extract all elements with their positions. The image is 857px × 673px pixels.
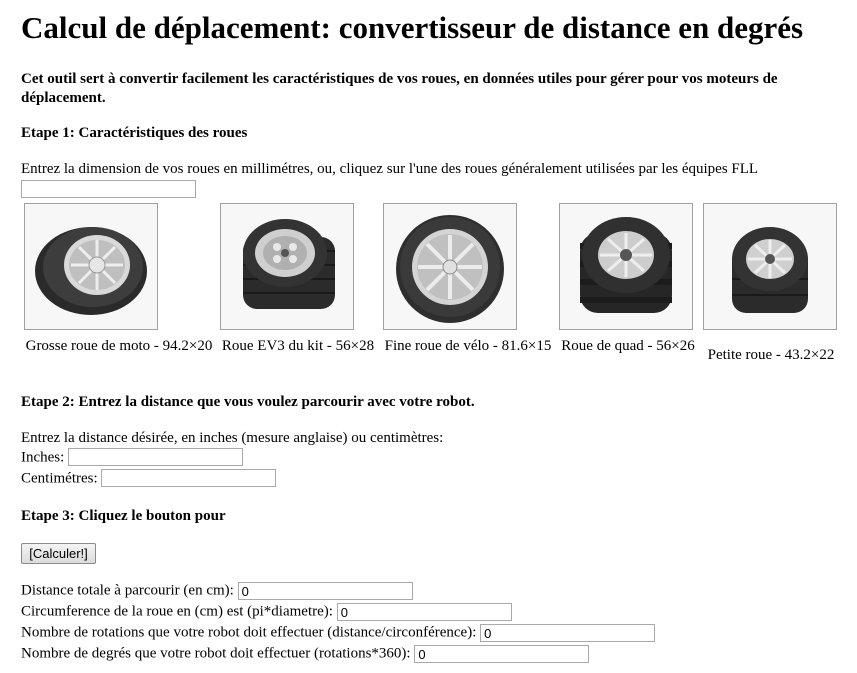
step1-heading: Etape 1: Caractéristiques des roues <box>21 125 248 141</box>
wheel-caption-bike: Fine roue de vélo - 81.6×15 <box>384 338 552 354</box>
circumference-label: Circumference de la roue en (cm) est (pi*diametre): <box>21 603 333 620</box>
inches-label: Inches: <box>21 449 65 466</box>
total-distance-output[interactable] <box>238 582 413 600</box>
bike-wheel-icon <box>390 207 510 327</box>
circumference-row <box>21 603 512 621</box>
cm-input[interactable] <box>101 469 276 487</box>
step2-heading: Etape 2: Entrez la distance que vous voulez parcourir avec votre robot. <box>21 394 475 410</box>
rotations-row <box>21 624 655 642</box>
inches-input[interactable] <box>68 448 243 466</box>
calculate-button[interactable]: [Calculer!] <box>21 543 96 564</box>
cm-row <box>21 469 276 488</box>
intro-text: Cet outil sert à convertir facilement les caractéristiques de vos roues, en données utiles pour gérer pour vos moteurs de déplacement. <box>21 71 778 106</box>
degrees-label: Nombre de degrés que votre robot doit effectuer (rotations*360): <box>21 645 411 662</box>
cm-label: Centimétres: <box>21 470 98 487</box>
step1-instruction: Entrez la dimension de vos roues en millimétres, ou, cliquez sur l'une des roues généralement utilisées par les équipes FLL <box>21 161 759 177</box>
wheel-caption-motorcycle: Grosse roue de moto - 94.2×20 <box>25 338 213 354</box>
degrees-output[interactable] <box>414 645 589 663</box>
step3-heading: Etape 3: Cliquez le bouton pour <box>21 508 226 524</box>
rotations-output[interactable] <box>480 624 655 642</box>
motorcycle-wheel-icon <box>31 207 151 327</box>
wheel-option-motorcycle[interactable] <box>24 203 158 330</box>
page-title: Calcul de déplacement: convertisseur de distance en degrés <box>21 10 804 45</box>
wheel-caption-quad: Roue de quad - 56×26 <box>561 338 695 354</box>
quad-wheel-icon <box>566 207 686 327</box>
wheel-dimension-input[interactable] <box>21 180 196 198</box>
degrees-row <box>21 645 589 663</box>
circumference-output[interactable] <box>337 603 512 621</box>
wheel-option-quad[interactable] <box>559 203 693 330</box>
total-distance-row <box>21 582 413 600</box>
wheel-caption-small: Petite roue - 43.2×22 <box>707 347 835 363</box>
wheel-caption-ev3: Roue EV3 du kit - 56×28 <box>221 338 375 354</box>
step2-instruction: Entrez la distance désirée, en inches (mesure anglaise) ou centimètres: <box>21 430 444 446</box>
wheel-option-ev3[interactable] <box>220 203 354 330</box>
inches-row <box>21 448 243 467</box>
small-wheel-icon <box>710 207 830 327</box>
ev3-wheel-icon <box>227 207 347 327</box>
rotations-label: Nombre de rotations que votre robot doit effectuer (distance/circonférence): <box>21 624 477 641</box>
wheel-option-small[interactable] <box>703 203 837 330</box>
wheel-option-bike[interactable] <box>383 203 517 330</box>
total-distance-label: Distance totale à parcourir (en cm): <box>21 582 234 599</box>
